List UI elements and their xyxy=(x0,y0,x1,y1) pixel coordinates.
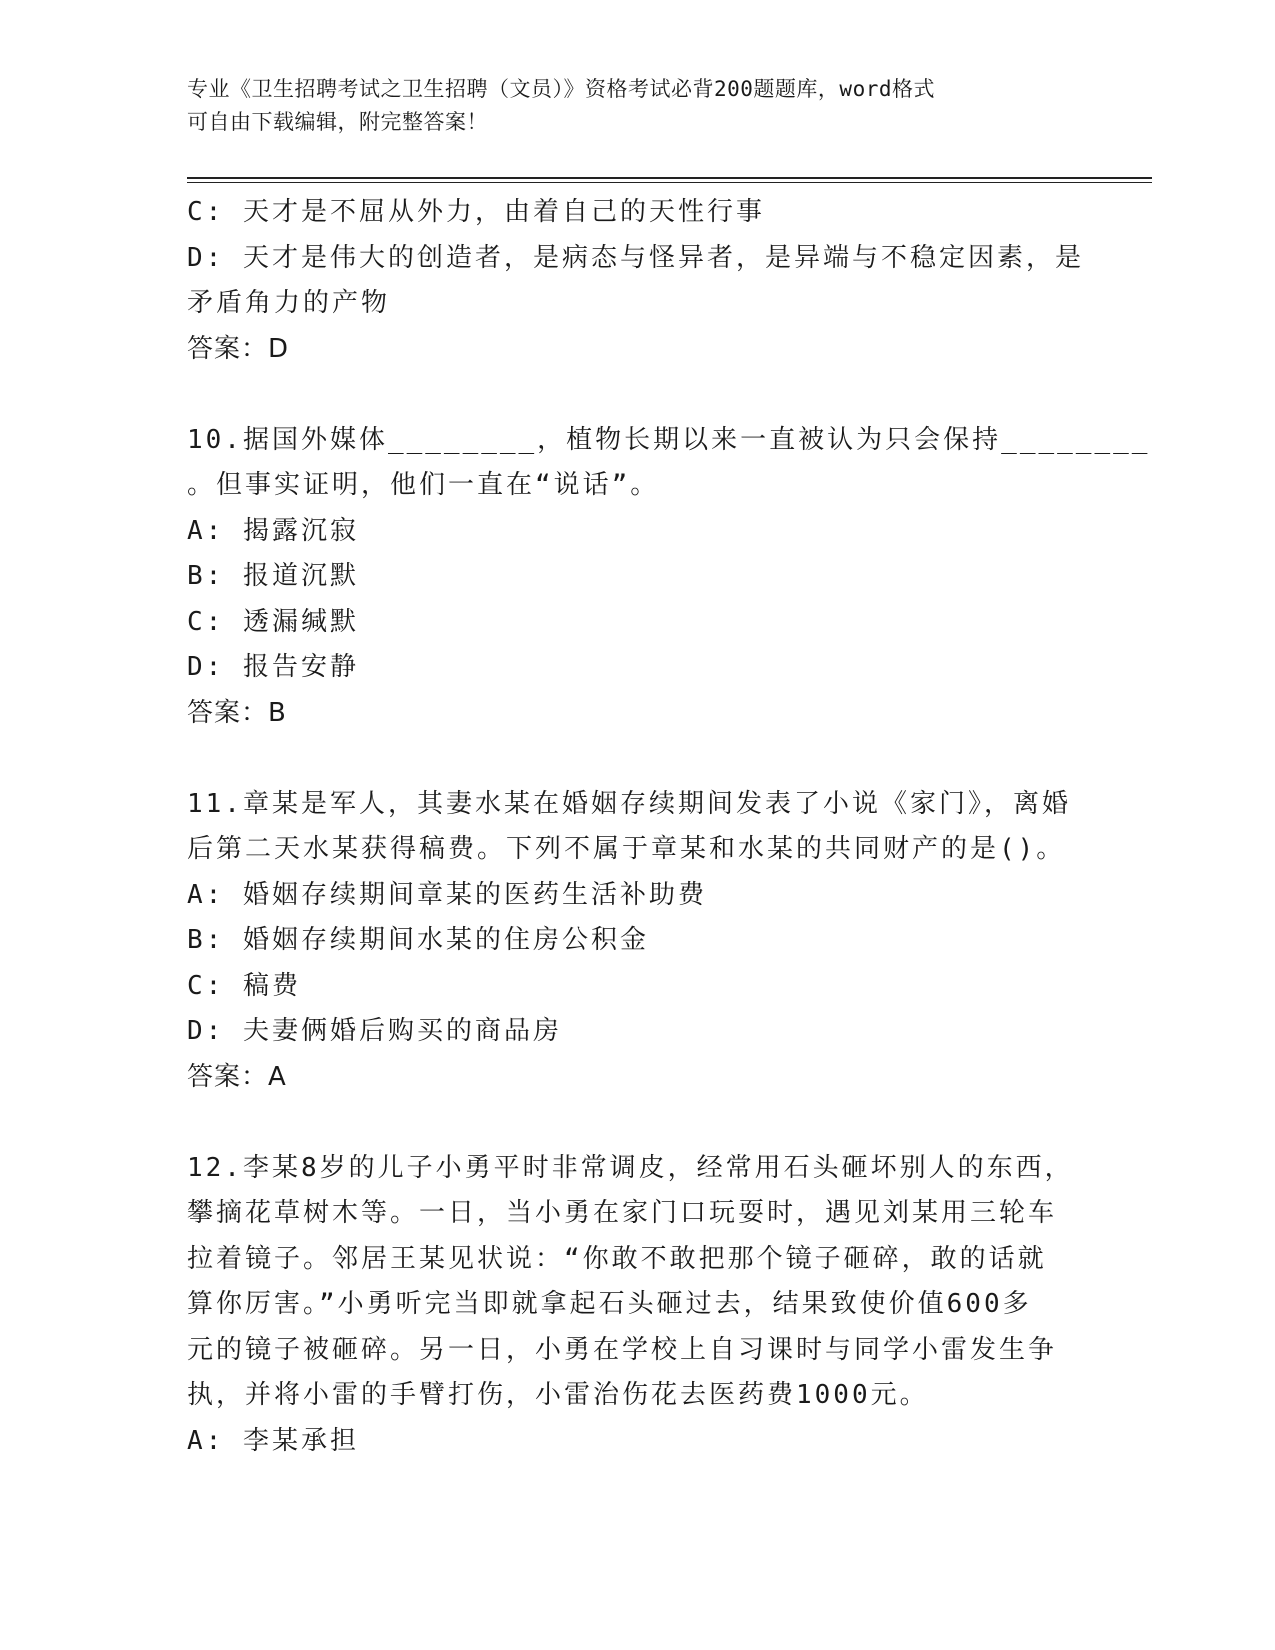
question-9-fragment xyxy=(187,190,1087,372)
document-body xyxy=(187,190,1151,1464)
option-c: C: 透漏缄默 xyxy=(187,606,359,637)
option-d: D: 报告安静 xyxy=(187,652,359,682)
document-header xyxy=(187,73,1067,139)
answer: 答案：D xyxy=(187,333,290,364)
option-c: C: 稿费 xyxy=(187,970,301,1001)
question-stem: 10.据国外媒体________，植物长期以来一直被认为只会保持________ xyxy=(187,424,1151,455)
question-stem-continued: 拉着镜子。邻居王某见状说：“你敢不敢把那个镜子砸碎，敢的话就 xyxy=(187,1243,1047,1274)
answer: 答案：A xyxy=(187,1061,287,1092)
question-stem: 11.章某是军人，其妻水某在婚姻存续期间发表了小说《家门》，离婚 xyxy=(187,788,1071,819)
question-10 xyxy=(187,418,1151,737)
question-stem-continued: 攀摘花草树木等。一日，当小勇在家门口玩耍时，遇见刘某用三轮车 xyxy=(187,1198,1058,1228)
question-11 xyxy=(187,782,1087,1101)
question-stem: 12.李某8岁的儿子小勇平时非常调皮，经常用石头砸坏别人的东西， xyxy=(187,1152,1074,1183)
header-divider-thin xyxy=(187,182,1152,183)
option-d: D: 天才是伟大的创造者，是病态与怪异者，是异端与不稳定因素，是 xyxy=(187,242,1084,273)
option-a: A: 婚姻存续期间章某的医药生活补助费 xyxy=(187,879,707,910)
question-stem-continued: 执，并将小雷的手臂打伤，小雷治伤花去医药费1000元。 xyxy=(187,1380,929,1410)
question-stem-continued: 算你厉害。”小勇听完当即就拿起石头砸过去，结果致使价值600多 xyxy=(187,1289,1032,1319)
header-divider-thick xyxy=(187,177,1152,179)
question-stem-continued: 后第二天水某获得稿费。下列不属于章某和水某的共同财产的是()。 xyxy=(187,834,1066,864)
header-line-1: 专业《卫生招聘考试之卫生招聘（文员）》资格考试必背200题题库，word格式 xyxy=(187,77,935,101)
header-line-2: 可自由下载编辑，附完整答案！ xyxy=(187,110,488,134)
spacer xyxy=(187,1100,1087,1146)
option-b: B: 婚姻存续期间水某的住房公积金 xyxy=(187,925,649,955)
question-stem-continued: 元的镜子被砸碎。另一日，小勇在学校上自习课时与同学小雷发生争 xyxy=(187,1334,1058,1365)
option-b: B: 报道沉默 xyxy=(187,561,359,591)
option-a: A: 李某承担 xyxy=(187,1425,359,1456)
option-d: D: 夫妻俩婚后购买的商品房 xyxy=(187,1016,562,1046)
question-stem-continued: 。但事实证明，他们一直在“说话”。 xyxy=(187,470,660,500)
option-c: C: 天才是不屈从外力，由着自己的天性行事 xyxy=(187,197,765,227)
option-d-continued: 矛盾角力的产物 xyxy=(187,288,391,318)
spacer xyxy=(187,372,1087,418)
answer: 答案：B xyxy=(187,697,287,728)
spacer xyxy=(187,736,1087,782)
option-a: A: 揭露沉寂 xyxy=(187,515,359,546)
question-12 xyxy=(187,1146,1087,1465)
